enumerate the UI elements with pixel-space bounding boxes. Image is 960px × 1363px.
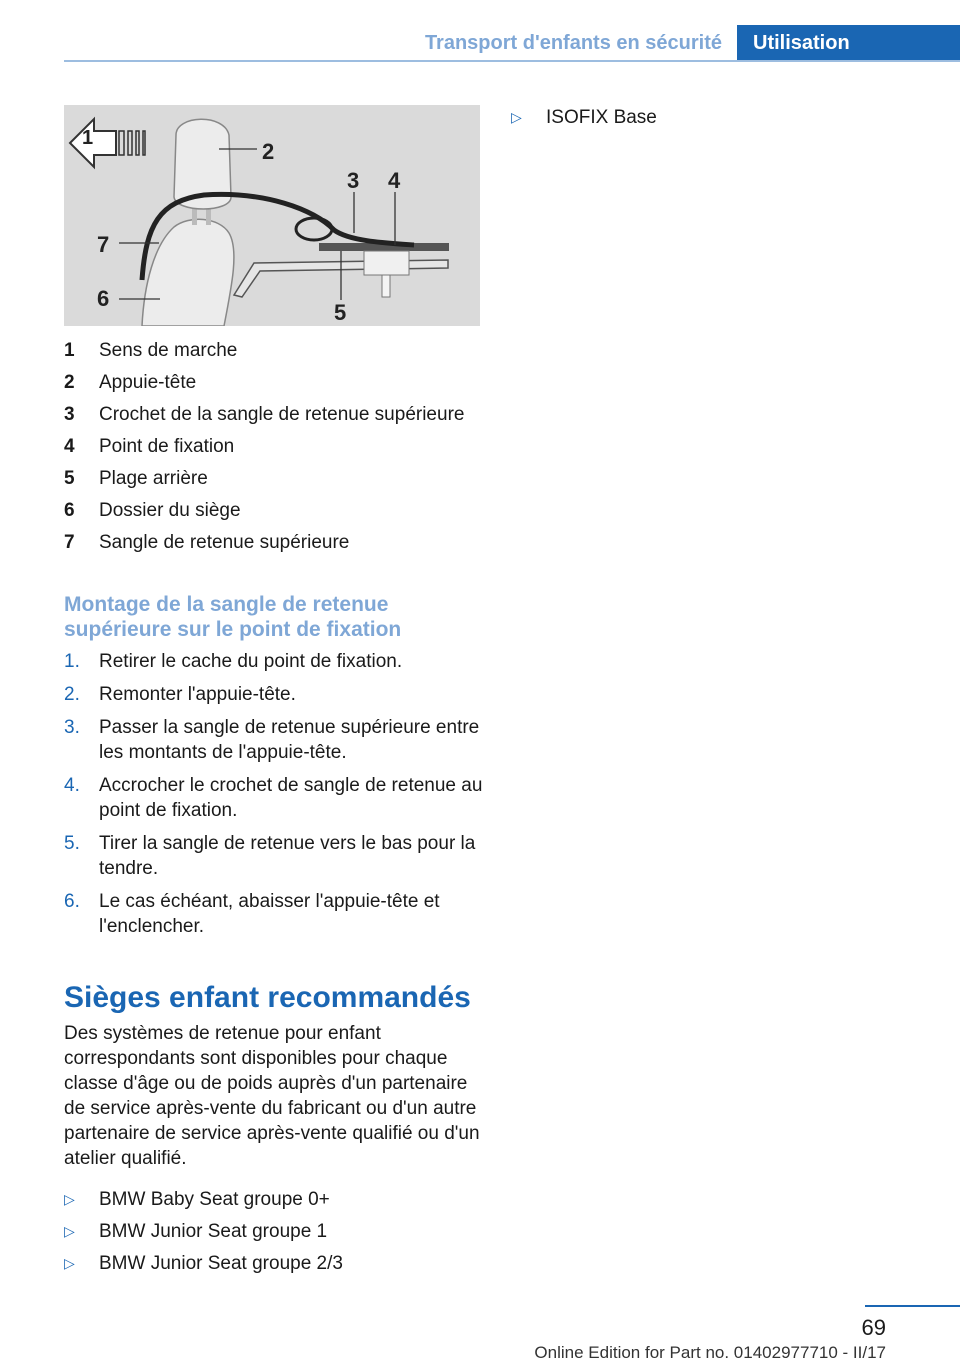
callout-5: 5 xyxy=(334,300,347,325)
step-item: 2. Remonter l'appuie-tête. xyxy=(64,684,296,705)
section-heading: Sièges enfant recommandés xyxy=(64,981,471,1014)
header-divider xyxy=(64,60,960,62)
legend-item: 6 Dossier du siège xyxy=(64,500,241,521)
step-item: 5. Tirer la sangle de retenue vers le bas pour la tendre. xyxy=(64,833,476,879)
step-item: 6. Le cas échéant, abaisser l'appuie-tête et l'enclencher. xyxy=(64,891,440,937)
headrest-tether-illustration xyxy=(64,105,480,326)
legend-item: 5 Plage arrière xyxy=(64,468,208,489)
section-paragraph: Des systèmes de retenue pour enfant correspondants sont disponibles pour chaque classe d'âge ou de poids auprès d'un partenaire de service après-vente du fabricant ou d'un autre partenaire de service après-vente qualifié ou d'un atelier qualifié. xyxy=(64,1023,480,1169)
seat-back-shape xyxy=(142,219,234,326)
legend-item: 3 Crochet de la sangle de retenue supérieure xyxy=(64,404,465,425)
page-header xyxy=(0,25,960,61)
callout-2: 2 xyxy=(262,139,275,164)
triangle-bullet-icon: ▷ xyxy=(64,1255,75,1271)
procedure-steps xyxy=(64,649,484,947)
triangle-bullet-icon: ▷ xyxy=(511,109,522,125)
step-item: 3. Passer la sangle de retenue supérieure entre les montants de l'appuie-tête. xyxy=(64,717,480,763)
callout-6: 6 xyxy=(97,286,110,311)
callout-7: 7 xyxy=(97,232,110,257)
legend-item: 2 Appuie-tête xyxy=(64,372,197,393)
list-item: ▷ BMW Baby Seat groupe 0+ xyxy=(64,1189,330,1210)
legend-item: 7 Sangle de retenue supérieure xyxy=(64,532,350,553)
triangle-bullet-icon: ▷ xyxy=(64,1223,75,1239)
callout-4: 4 xyxy=(388,168,401,193)
header-section-title: Transport d'enfants en sécurité xyxy=(424,32,722,54)
step-item: 4. Accrocher le crochet de sangle de retenue au point de fixation. xyxy=(64,775,483,821)
footer-divider xyxy=(865,1305,960,1307)
list-item: ▷ BMW Junior Seat groupe 1 xyxy=(64,1221,328,1242)
figure-legend xyxy=(64,337,484,561)
header-chapter-tab: Utilisation xyxy=(737,25,960,61)
legend-item: 4 Point de fixation xyxy=(64,436,235,457)
list-item: ▷ BMW Junior Seat groupe 2/3 xyxy=(64,1253,343,1274)
list-item: ▷ ISOFIX Base xyxy=(511,107,657,128)
seat-list-continued xyxy=(511,105,931,137)
page-number: 69 xyxy=(861,1315,886,1340)
seat-list xyxy=(64,1187,484,1283)
procedure-subheading: Montage de la sangle de retenue supérieure sur le point de fixation xyxy=(64,593,402,641)
step-item: 1. Retirer le cache du point de fixation. xyxy=(64,651,403,672)
callout-1: 1 xyxy=(82,127,94,149)
triangle-bullet-icon: ▷ xyxy=(64,1191,75,1207)
legend-item: 1 Sens de marche xyxy=(64,340,238,361)
edition-info: Online Edition for Part no. 01402977710 - II/17 xyxy=(534,1343,886,1362)
callout-3: 3 xyxy=(347,168,360,193)
